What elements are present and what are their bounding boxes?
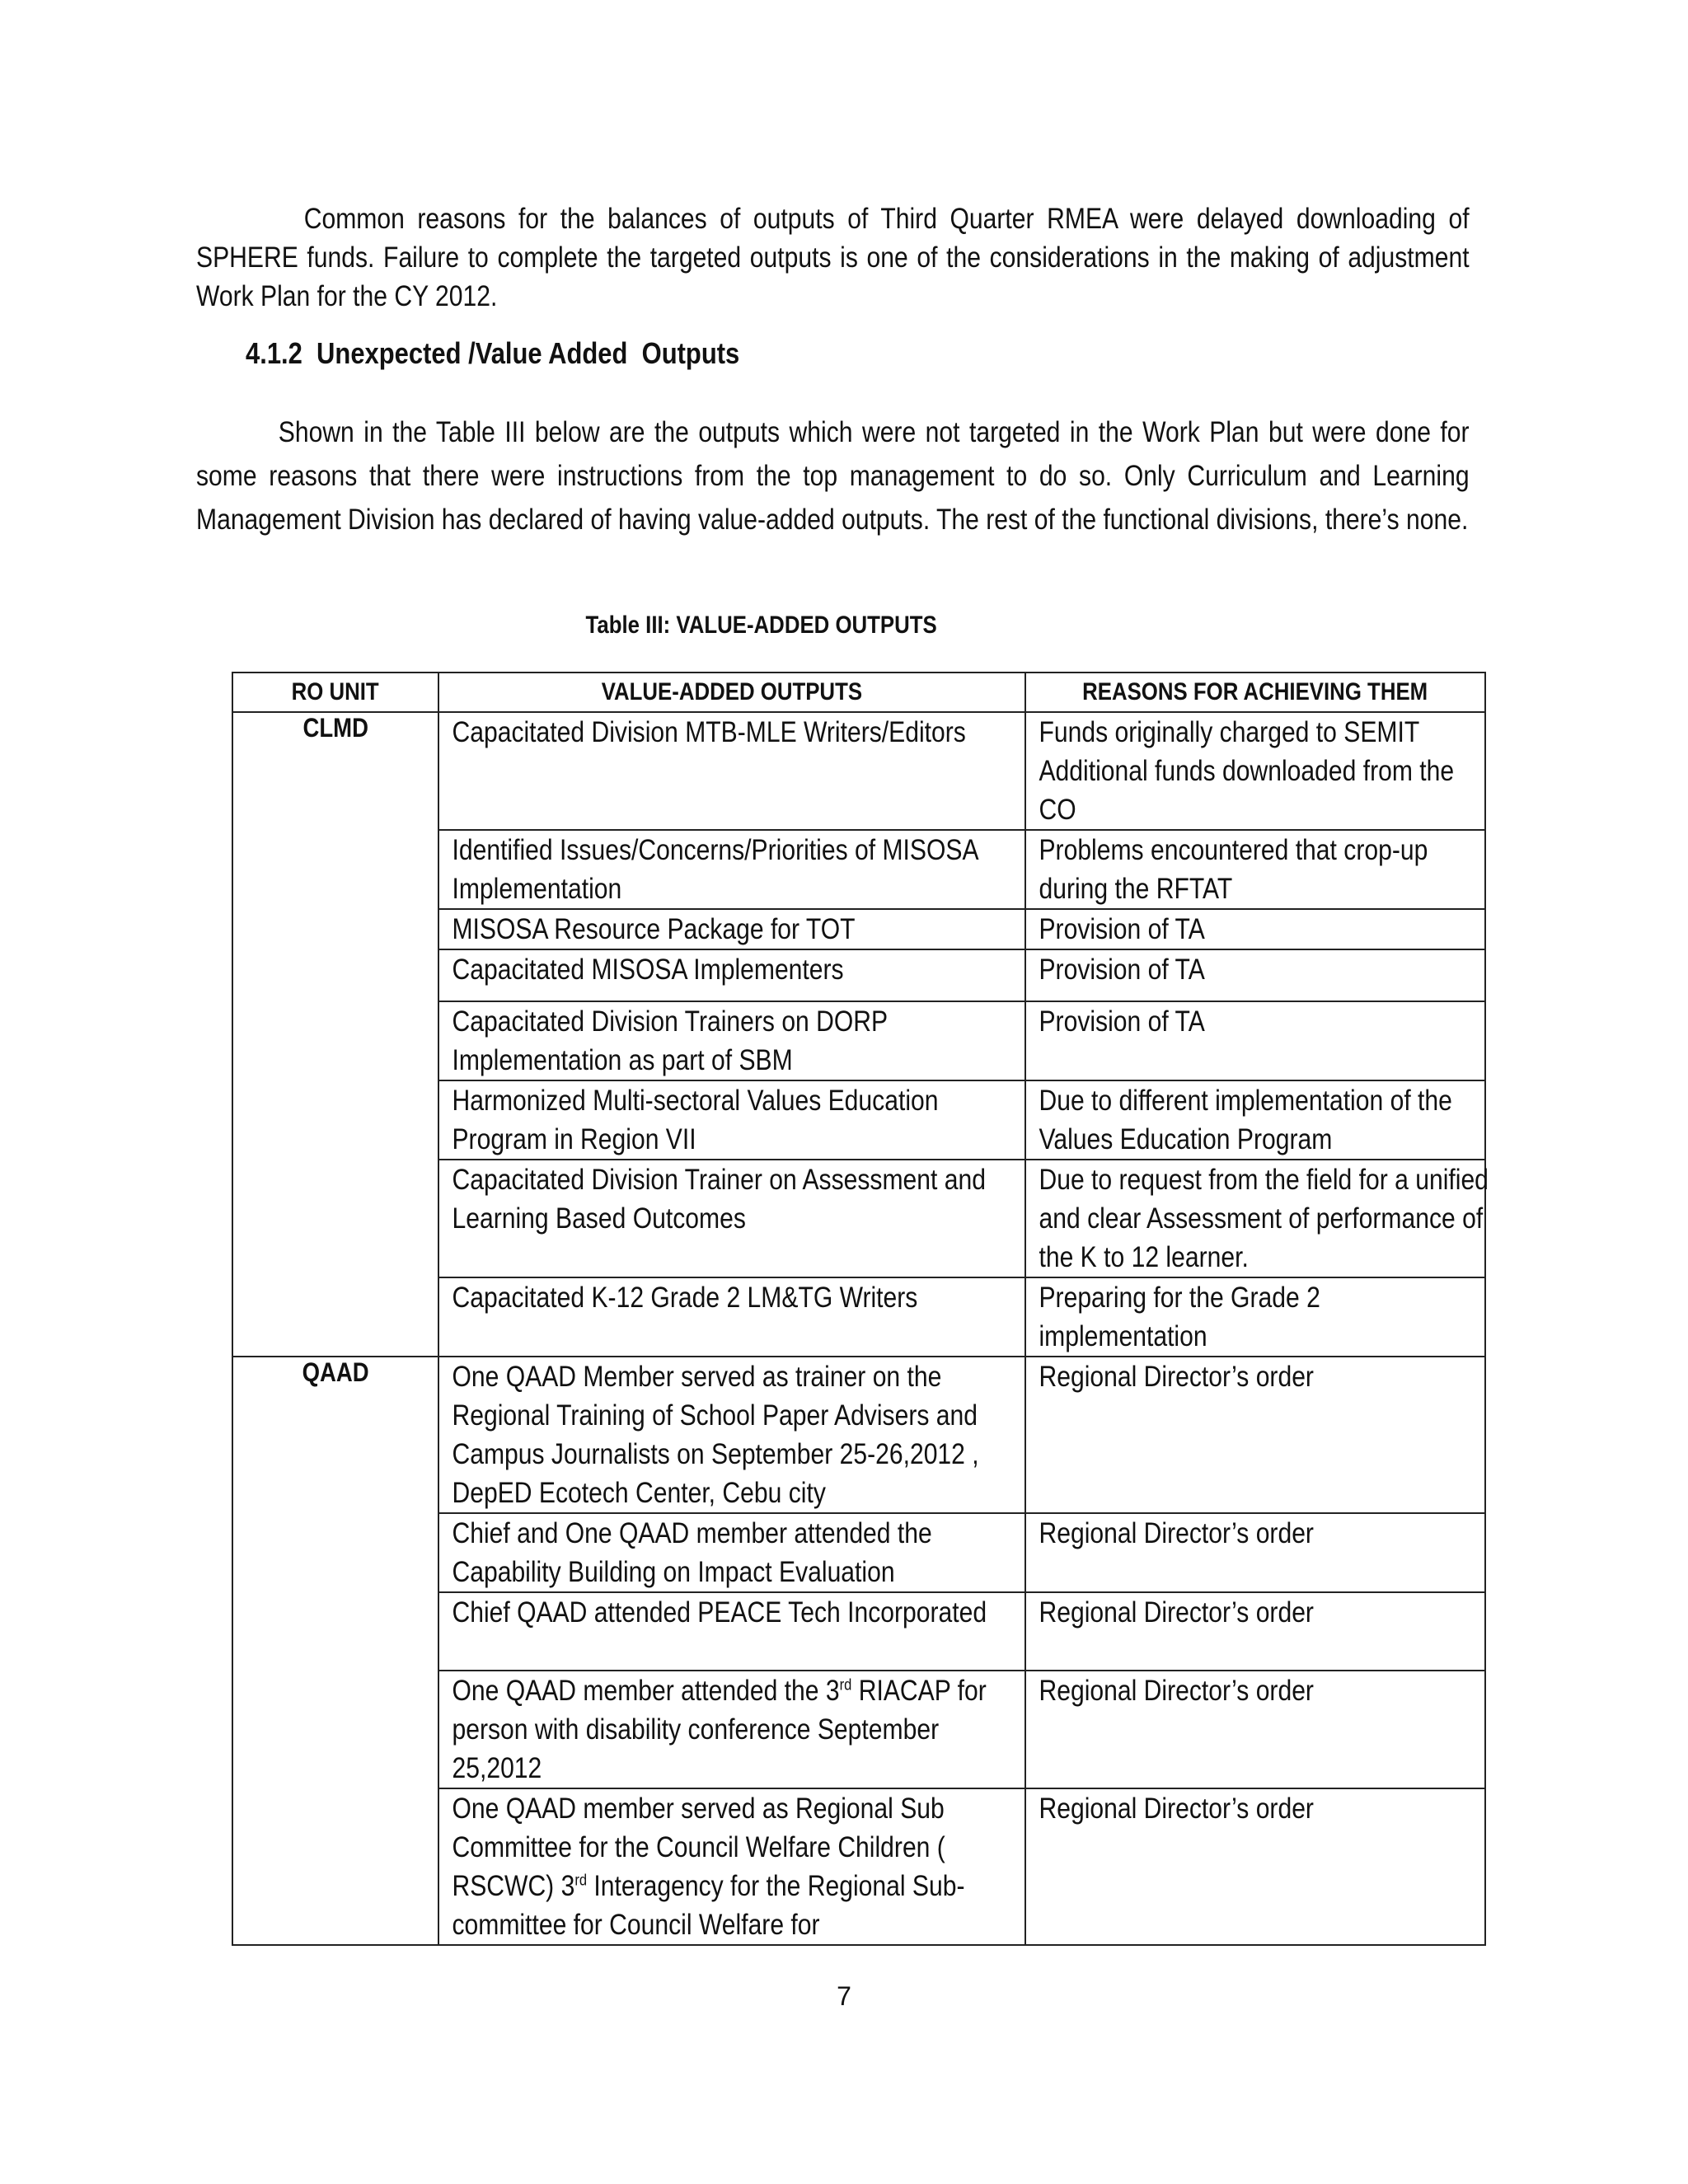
table-caption: Table III: VALUE-ADDED OUTPUTS (585, 612, 937, 639)
reason-cell: Due to different implementation of the Values Education Program (1025, 1080, 1485, 1160)
reason-cell: Regional Director’s order (1025, 1788, 1485, 1945)
output-cell: One QAAD member attended the 3rd RIACAP for person with disability conference September 25,2012 (438, 1671, 1025, 1788)
unit-cell-clmd: CLMD (232, 712, 438, 1357)
reason-cell: Provision of TA (1025, 949, 1485, 1001)
output-cell: Chief QAAD attended PEACE Tech Incorporated (438, 1592, 1025, 1671)
page-number: 7 (837, 1981, 851, 2011)
output-cell: Capacitated K-12 Grade 2 LM&TG Writers (438, 1277, 1025, 1357)
reason-cell: Problems encountered that crop-up during the RFTAT (1025, 830, 1485, 909)
output-cell: Capacitated Division MTB-MLE Writers/Editors (438, 712, 1025, 830)
table-row (232, 1357, 1485, 1513)
intro-paragraph: Common reasons for the balances of outputs of Third Quarter RMEA were delayed downloading of SPHERE funds. Failure to complete the targeted outputs is one of the considerations in the making of adjustment Work Plan for the CY 2012. (196, 203, 1470, 312)
table-header-row (232, 673, 1485, 712)
output-cell: Capacitated Division Trainer on Assessment and Learning Based Outcomes (438, 1160, 1025, 1277)
output-cell: Harmonized Multi-sectoral Values Education Program in Region VII (438, 1080, 1025, 1160)
output-cell: Chief and One QAAD member attended the Capability Building on Impact Evaluation (438, 1513, 1025, 1592)
header-ro-unit: RO UNIT (232, 673, 438, 712)
reason-cell: Provision of TA (1025, 1001, 1485, 1080)
reason-cell: Regional Director’s order (1025, 1592, 1485, 1671)
reason-cell: Provision of TA (1025, 909, 1485, 949)
reason-cell: Due to request from the field for a unified and clear Assessment of performance of the K to 12 learner. (1025, 1160, 1485, 1277)
unit-cell-qaad: QAAD (232, 1357, 438, 1945)
output-cell: One QAAD member served as Regional Sub Committee for the Council Welfare Children ( RSCWC) 3rd Interagency for the Regional Sub- committee for Council Welfare for (438, 1788, 1025, 1945)
reason-cell: Regional Director’s order (1025, 1357, 1485, 1513)
table-row (232, 712, 1485, 830)
output-cell: Capacitated MISOSA Implementers (438, 949, 1025, 1001)
output-cell: Identified Issues/Concerns/Priorities of MISOSA Implementation (438, 830, 1025, 909)
header-reasons: REASONS FOR ACHIEVING THEM (1025, 673, 1485, 712)
output-cell: Capacitated Division Trainers on DORP Implementation as part of SBM (438, 1001, 1025, 1080)
section-heading: 4.1.2 Unexpected /Value Added Outputs (246, 336, 740, 370)
output-cell: One QAAD Member served as trainer on the Regional Training of School Paper Advisers and Campus Journalists on September 25-26,2012 , DepED Ecotech Center, Cebu city (438, 1357, 1025, 1513)
section-paragraph: Shown in the Table III below are the outputs which were not targeted in the Work Plan but were done for some reasons that there were instructions from the top management to do so. Only Curriculum and Learning Management Division has declared of having value-added outputs. The rest of the functional divisions, there’s none. (196, 416, 1470, 536)
output-cell: MISOSA Resource Package for TOT (438, 909, 1025, 949)
reason-cell: Regional Director’s order (1025, 1671, 1485, 1788)
reason-cell: Regional Director’s order (1025, 1513, 1485, 1592)
header-value-added-outputs: VALUE-ADDED OUTPUTS (438, 673, 1025, 712)
reason-cell: Funds originally charged to SEMIT Additional funds downloaded from the CO (1025, 712, 1485, 830)
value-added-outputs-table (232, 672, 1489, 1946)
reason-cell: Preparing for the Grade 2 implementation (1025, 1277, 1485, 1357)
